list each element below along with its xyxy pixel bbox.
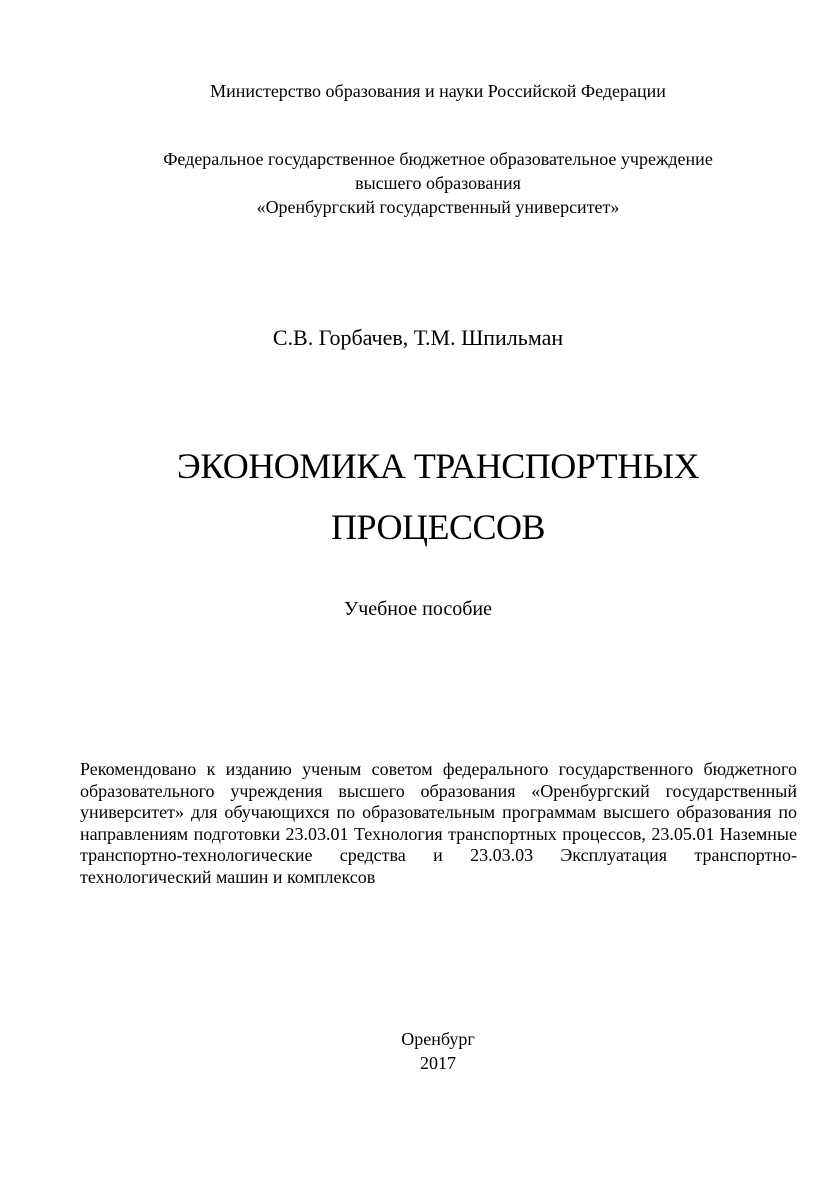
imprint-year: 2017 bbox=[420, 1053, 456, 1073]
institution-line: Федеральное государственное бюджетное образовательное учреждение bbox=[163, 149, 713, 169]
institution-line: высшего образования bbox=[355, 173, 521, 193]
imprint-city: Оренбург bbox=[401, 1029, 475, 1049]
recommendation-text: Рекомендовано к изданию ученым советом федерального государственного бюджетного образовательного учреждения высшего образования «Оренбургский государственный университет» для обучающихся по образовательным программам высшего образования по направлениям подготовки 23.03.01 Технология транспортных процессов, 23.05.01 Наземные транспортно-технологические средства и 23.03.03 Эксплуатация транспортно-технологический машин и комплексов bbox=[80, 759, 797, 887]
institution-block bbox=[20, 147, 836, 219]
book-title-line: ПРОЦЕССОВ bbox=[331, 507, 545, 547]
book-subtitle: Учебное пособие bbox=[344, 598, 492, 620]
imprint bbox=[20, 1027, 836, 1075]
ministry-name: Министерство образования и науки Российской Федерации bbox=[210, 81, 666, 101]
institution-line: «Оренбургский государственный университет» bbox=[256, 197, 620, 217]
authors: С.В. Горбачев, Т.М. Шпильман bbox=[272, 325, 564, 350]
book-title-line: ЭКОНОМИКА ТРАНСПОРТНЫХ bbox=[176, 446, 700, 486]
book-title bbox=[20, 436, 836, 558]
